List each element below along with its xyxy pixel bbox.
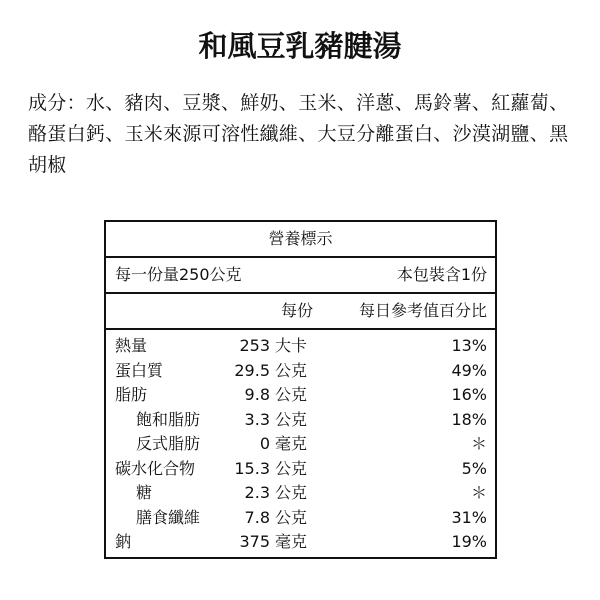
nutrient-amount: 375 <box>239 532 270 551</box>
nutrient-row <box>106 359 495 384</box>
nutrient-name: 糖 <box>136 483 153 502</box>
nutrient-amount: 29.5 <box>234 360 270 380</box>
product-title: 和風豆乳豬腱湯 <box>198 29 402 63</box>
nutrient-amount: 2.3 <box>244 483 270 502</box>
nutrient-amount: 253 <box>239 336 270 355</box>
nutrient-row <box>106 334 495 359</box>
nutrient-daily-value: ＊ <box>470 434 487 453</box>
nutrient-daily-value: 13% <box>451 336 487 355</box>
per-serving-header: 每份 <box>280 301 313 320</box>
nutrient-row <box>106 506 495 531</box>
nutrient-amount: 7.8 <box>244 507 270 527</box>
nutrient-daily-value: 31% <box>451 507 487 527</box>
nutrient-row <box>106 383 495 408</box>
nutrient-row <box>106 408 495 433</box>
nutrient-unit: 公克 <box>275 409 308 429</box>
servings-per-package: 本包裝含1份 <box>396 265 487 284</box>
daily-value-header: 每日參考值百分比 <box>358 301 487 320</box>
nutrient-name: 膳食纖維 <box>136 507 201 527</box>
nutrient-name: 飽和脂肪 <box>136 409 201 429</box>
nutrient-name: 碳水化合物 <box>115 458 196 478</box>
nutrition-facts-table <box>104 220 497 559</box>
nutrient-unit: 公克 <box>275 483 308 502</box>
nutrient-daily-value: 16% <box>451 385 487 404</box>
nutrient-name: 熱量 <box>115 336 148 355</box>
nutrient-unit: 公克 <box>275 360 308 380</box>
nutrient-rows <box>106 334 495 555</box>
nutrient-unit: 毫克 <box>275 434 308 453</box>
nutrient-name: 脂肪 <box>115 385 148 404</box>
nutrient-row <box>106 457 495 482</box>
serving-size: 每一份量250公克 <box>115 265 242 284</box>
nutrient-name: 鈉 <box>115 532 132 551</box>
ingredients-text: 成分：水、豬肉、豆漿、鮮奶、玉米、洋蔥、馬鈴薯、紅蘿蔔、酪蛋白鈣、玉米來源可溶性纖維、大豆分離蛋白、沙漠湖鹽、黑胡椒 <box>28 92 569 176</box>
nutrient-daily-value: 19% <box>451 532 487 551</box>
nutrient-name: 蛋白質 <box>115 360 164 380</box>
nutrient-amount: 0 <box>259 434 270 453</box>
nutrition-heading: 營養標示 <box>106 222 495 258</box>
nutrient-row <box>106 432 495 457</box>
nutrient-amount: 9.8 <box>244 385 270 404</box>
serving-row <box>106 258 495 294</box>
nutrient-unit: 大卡 <box>275 336 308 355</box>
nutrient-row <box>106 481 495 506</box>
nutrient-unit: 公克 <box>275 458 308 478</box>
nutrient-unit: 公克 <box>275 507 308 527</box>
nutrient-amount: 15.3 <box>234 458 270 478</box>
nutrient-amount: 3.3 <box>244 409 270 429</box>
nutrient-row <box>106 530 495 555</box>
column-header-row <box>106 294 495 330</box>
nutrient-daily-value: 49% <box>451 360 487 380</box>
nutrient-daily-value: 5% <box>461 458 487 478</box>
nutrient-daily-value: ＊ <box>470 483 487 502</box>
nutrient-unit: 毫克 <box>275 532 308 551</box>
nutrient-name: 反式脂肪 <box>136 434 201 453</box>
nutrient-unit: 公克 <box>275 385 308 404</box>
nutrient-daily-value: 18% <box>451 409 487 429</box>
